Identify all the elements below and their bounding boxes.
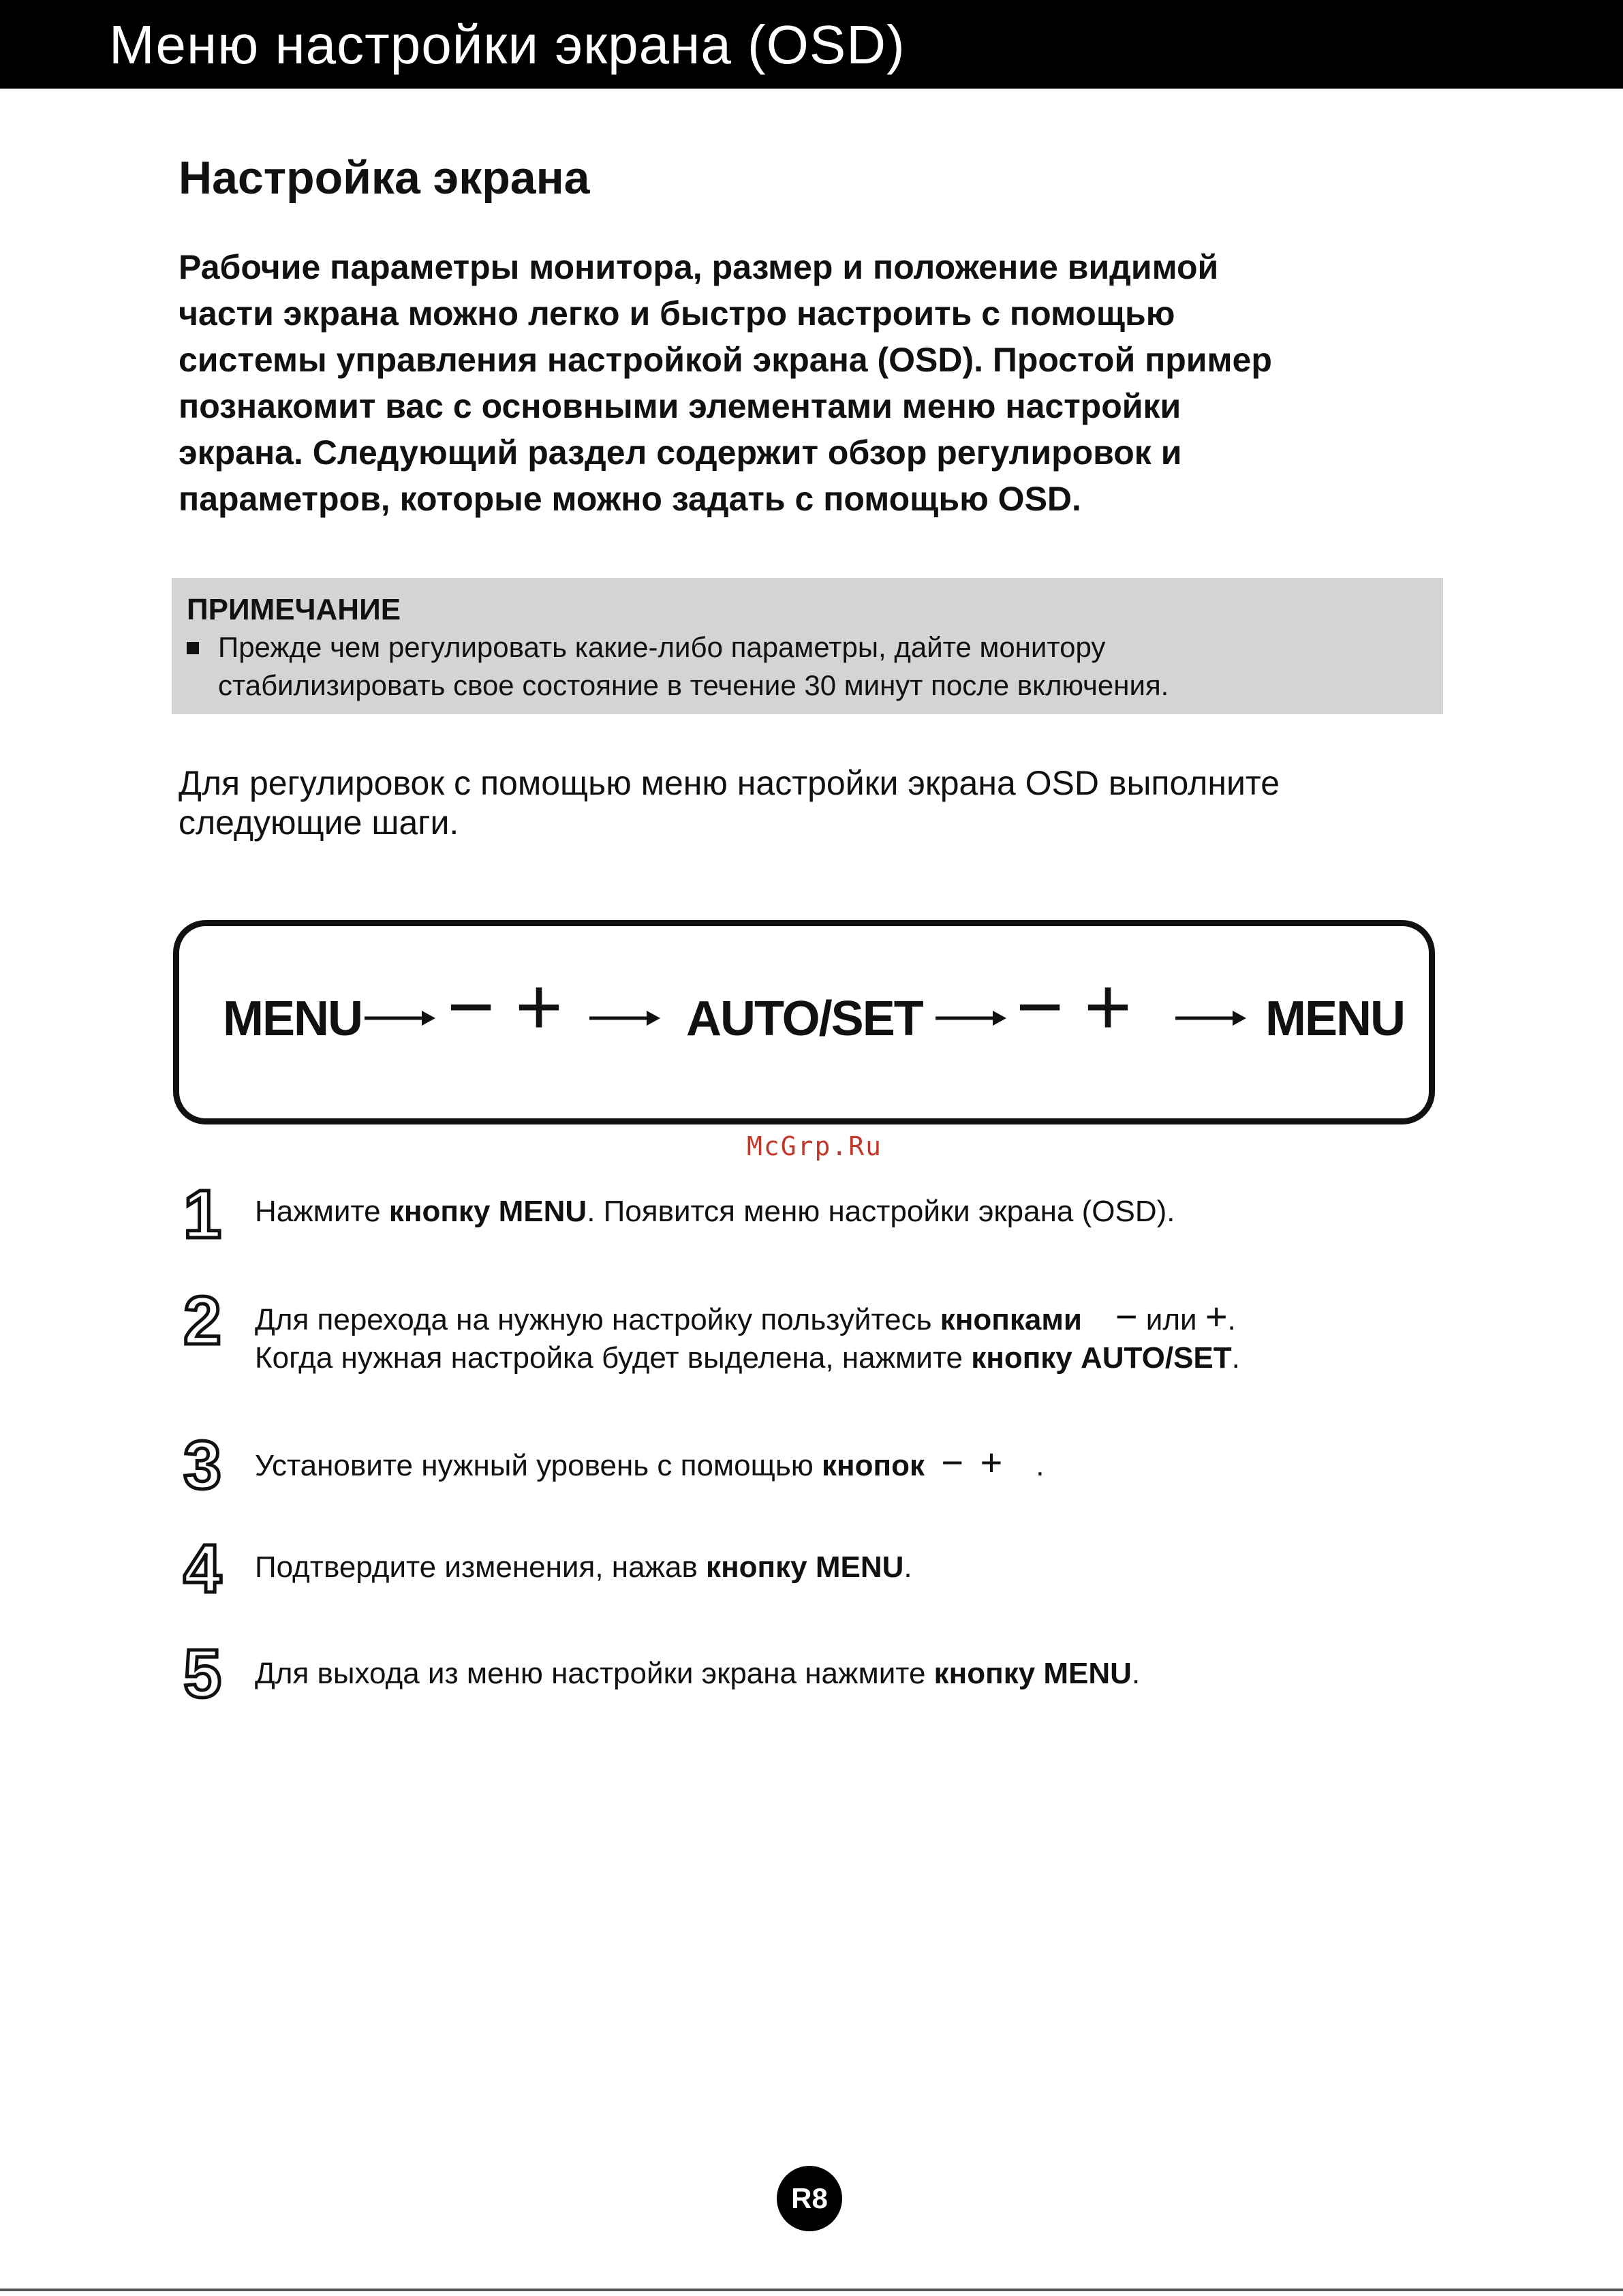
page-header-title: Меню настройки экрана (OSD) [109, 14, 906, 75]
note-line: Прежде чем регулировать какие-либо параметры, дайте монитору [218, 631, 1106, 663]
intro-paragraph [179, 244, 1473, 522]
step-line: Для перехода на нужную настройку пользуйтесь кнопками − или +. [255, 1295, 1236, 1338]
step-line: Установите нужный уровень с помощью кнопок − + . [255, 1441, 1045, 1484]
page-number: R8 [777, 2166, 842, 2231]
intro-line: параметров, которые можно задать с помощью OSD. [179, 480, 1081, 518]
footer-divider [0, 2289, 1623, 2291]
note-line: стабилизировать свое состояние в течение 30 минут после включения. [218, 669, 1169, 701]
intro-line: экрана. Следующий раздел содержит обзор регулировок и [179, 433, 1182, 472]
step-number-3 [176, 1430, 229, 1498]
flow-plus-2: + [1084, 961, 1132, 1052]
arrow-right-icon [589, 1008, 660, 1028]
section-title: Настройка экрана [179, 152, 590, 204]
step-number-text: 5 [183, 1638, 221, 1706]
note-box [172, 578, 1443, 714]
step-number-text: 2 [183, 1285, 221, 1353]
step-2-text [255, 1295, 1240, 1377]
note-text [218, 628, 1169, 705]
step-line: Нажмите кнопку MENU. Появится меню настройки экрана (OSD). [255, 1195, 1175, 1228]
flow-plus-1: + [515, 961, 563, 1052]
intro-line: Рабочие параметры монитора, размер и положение видимой [179, 248, 1219, 286]
arrow-right-icon [365, 1008, 435, 1028]
header-bar [0, 0, 1623, 89]
arrow-right-icon [1175, 1008, 1246, 1028]
step-number-text: 1 [183, 1179, 221, 1247]
flow-minus-2: − [1016, 961, 1064, 1052]
flow-auto-set: AUTO/SET [686, 992, 923, 1046]
note-title: ПРИМЕЧАНИЕ [187, 593, 401, 626]
step-4-text [255, 1548, 912, 1587]
flow-minus-1: − [447, 961, 495, 1052]
steps-intro [179, 763, 1280, 842]
step-5-text [255, 1655, 1140, 1693]
step-number-4 [176, 1533, 229, 1602]
plus-button-symbol: + [980, 1441, 1003, 1484]
steps-intro-line: следующие шаги. [179, 803, 459, 842]
minus-button-symbol: − [941, 1441, 964, 1484]
intro-line: части экрана можно легко и быстро настроить с помощью [179, 294, 1175, 333]
watermark: McGrp.Ru [747, 1131, 883, 1161]
osd-flow-diagram [173, 920, 1435, 1124]
step-number-5 [176, 1638, 229, 1706]
step-line: Когда нужная настройка будет выделена, нажмите кнопку AUTO/SET. [255, 1341, 1240, 1375]
step-number-text: 4 [183, 1533, 221, 1602]
step-line: Для выхода из меню настройки экрана нажмите кнопку MENU. [255, 1657, 1141, 1690]
intro-line: системы управления настройкой экрана (OSD). Простой пример [179, 341, 1272, 379]
step-number-text: 3 [183, 1430, 221, 1498]
arrow-right-icon [936, 1008, 1006, 1028]
step-number-2 [176, 1285, 229, 1353]
bullet-icon [187, 642, 199, 654]
step-3-text [255, 1443, 1044, 1485]
step-line: Подтвердите изменения, нажав кнопку MENU. [255, 1550, 912, 1584]
flow-menu-end: MENU [1265, 992, 1404, 1046]
intro-line: познакомит вас с основными элементами меню настройки [179, 387, 1181, 425]
plus-button-symbol: + [1205, 1295, 1228, 1338]
step-1-text [255, 1193, 1175, 1231]
minus-button-symbol: − [1115, 1295, 1138, 1338]
step-number-1 [176, 1179, 229, 1247]
steps-intro-line: Для регулировок с помощью меню настройки экрана OSD выполните [179, 764, 1280, 802]
flow-menu-start: MENU [223, 992, 362, 1046]
